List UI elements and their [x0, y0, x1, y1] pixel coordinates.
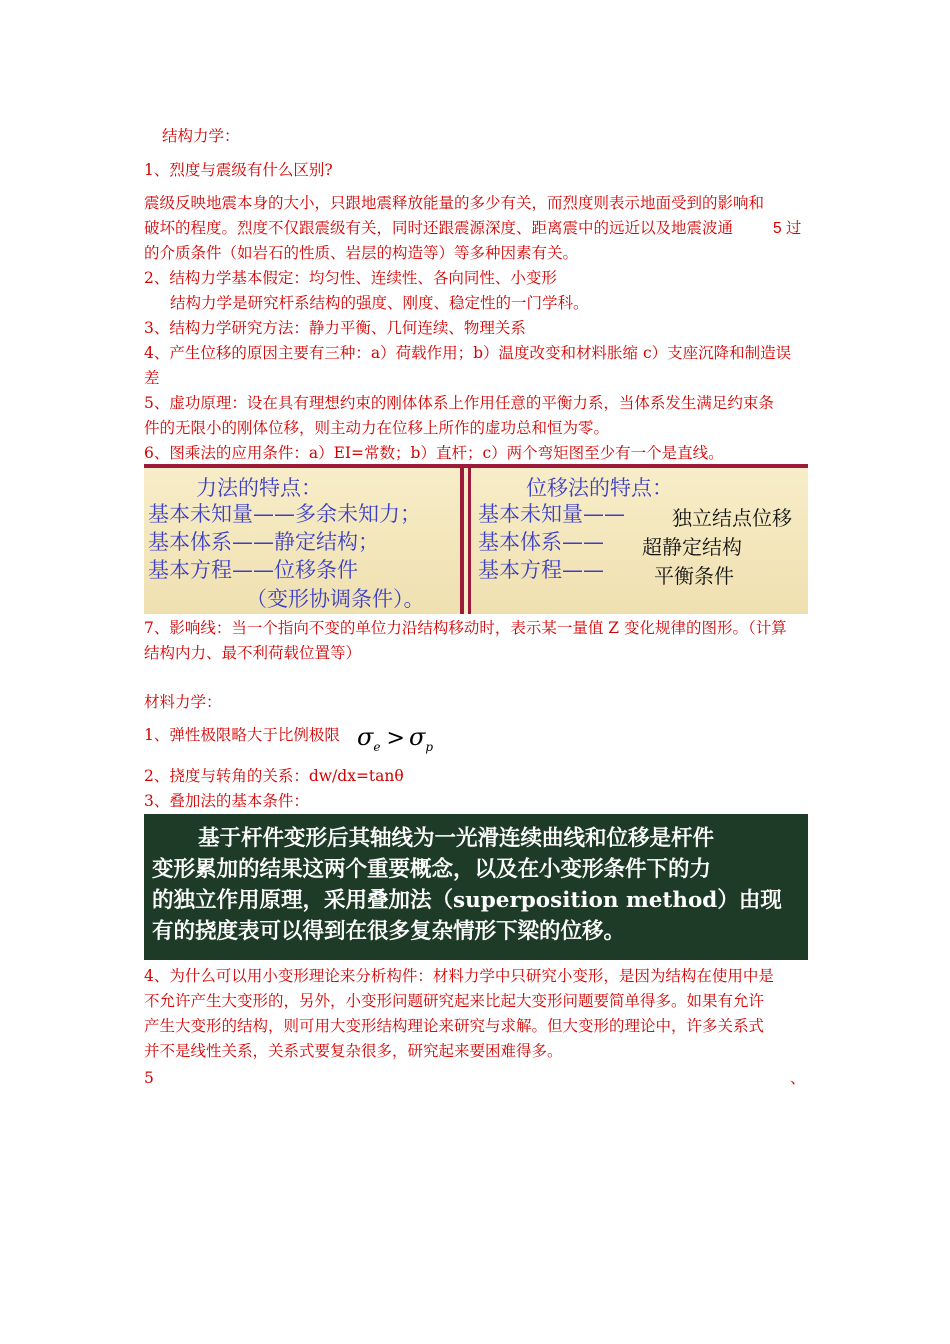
q5-line-2: 件的无限小的刚体位移，则主动力在位移上所作的虚功总和恒为零。	[144, 419, 610, 437]
materials-q1-text: 1、弹性极限略大于比例极限	[144, 726, 340, 744]
force-method-row-1: 基本未知量——多余未知力；	[148, 502, 421, 526]
materials-q4-line-2: 不允许产生大变形的，另外，小变形问题研究起来比起大变形问题要简单得多。如果有允许	[144, 992, 765, 1010]
materials-q2-text: 2、挠度与转角的关系：dw/dx=tanθ	[144, 767, 404, 785]
displacement-method-row-3: 基本方程——	[478, 558, 604, 582]
figure-divider-inner	[468, 464, 471, 614]
elastic-limit-formula	[357, 723, 434, 754]
q1-line-1: 震级反映地震本身的大小，只跟地震释放能量的多少有关，而烈度则表示地面受到的影响和	[144, 194, 765, 212]
q1-line-2-tail: 5 过	[773, 220, 802, 237]
sigma-symbol-right: σ	[408, 723, 426, 751]
figure-top-border	[144, 464, 808, 468]
q2-line-1: 2、结构力学基本假定：均匀性、连续性、各向同性、小变形	[144, 269, 557, 287]
superposition-line-2: 变形累加的结果这两个重要概念，以及在小变形条件下的力	[152, 857, 712, 882]
superposition-figure	[144, 814, 808, 960]
q7-line-1: 7、影响线：当一个指向不变的单位力沿结构移动时，表示某一量值 Z 变化规律的图形。（计算	[144, 619, 787, 637]
subscript-p: p	[425, 740, 434, 754]
q2-line-2: 结构力学是研究杆系结构的强度、刚度、稳定性的一门学科。	[170, 294, 589, 312]
displacement-method-row-1: 基本未知量——	[478, 502, 625, 526]
displacement-method-row-2: 基本体系——	[478, 530, 604, 554]
structural-heading: 结构力学：	[162, 127, 240, 145]
displacement-answer-3: 平衡条件	[654, 564, 734, 588]
superposition-line-1: 基于杆件变形后其轴线为一光滑连续曲线和位移是杆件	[198, 826, 715, 851]
materials-heading: 材料力学：	[144, 693, 222, 711]
materials-q4-line-1: 4、为什么可以用小变形理论来分析构件：材料力学中只研究小变形，是因为结构在使用中是	[144, 967, 774, 985]
figure-divider	[460, 464, 464, 614]
q1-line-3: 的介质条件（如岩石的性质、岩层的构造等）等多种因素有关。	[144, 244, 579, 262]
displacement-answer-1: 独立结点位移	[672, 506, 792, 530]
materials-q4-line-3: 产生大变形的结构，则可用大变形结构理论来研究与求解。但大变形的理论中，许多关系式	[144, 1017, 765, 1035]
q1-line-2: 破坏的程度。烈度不仅跟震级有关，同时还跟震源深度、距离震中的远近以及地震波通	[144, 219, 734, 237]
materials-q4-line-4: 并不是线性关系，关系式要复杂很多，研究起来要困难得多。	[144, 1042, 563, 1060]
force-method-note: （变形协调条件）。	[246, 587, 425, 611]
force-method-row-2: 基本体系——静定结构；	[148, 530, 379, 554]
sigma-symbol-left: σ	[357, 723, 374, 751]
q7-line-2: 结构内力、最不利荷载位置等）	[144, 644, 362, 662]
materials-q3-text: 3、叠加法的基本条件：	[144, 792, 309, 810]
superposition-line-4: 有的挠度表可以得到在很多复杂情形下梁的位移。	[152, 919, 626, 944]
materials-q5-number: 5	[144, 1069, 154, 1087]
q6-text: 6、图乘法的应用条件：a）EI=常数；b）直杆；c）两个弯矩图至少有一个是直线。	[144, 444, 724, 462]
q4-line-2: 差	[144, 369, 160, 387]
q5-line-1: 5、虚功原理：设在具有理想约束的刚体体系上作用任意的平衡力系，当体系发生满足约束条	[144, 394, 774, 412]
force-method-title: 力法的特点：	[196, 476, 322, 500]
force-method-row-3: 基本方程——位移条件	[148, 558, 358, 582]
materials-q5-mark: 、	[790, 1069, 806, 1087]
method-comparison-figure	[144, 464, 808, 614]
q3-text: 3、结构力学研究方法：静力平衡、几何连续、物理关系	[144, 319, 526, 337]
q1-title: 1、烈度与震级有什么区别?	[144, 161, 333, 179]
greater-than-operator: >	[386, 726, 405, 751]
superposition-line-3: 的独立作用原理，采用叠加法（superposition method）由现	[152, 888, 782, 913]
displacement-answer-2: 超静定结构	[642, 535, 742, 559]
subscript-e: e	[373, 740, 381, 754]
displacement-method-title: 位移法的特点：	[526, 476, 673, 500]
q4-line-1: 4、产生位移的原因主要有三种：a）荷载作用；b）温度改变和材料胀缩 c）支座沉降和制造误	[144, 344, 792, 362]
